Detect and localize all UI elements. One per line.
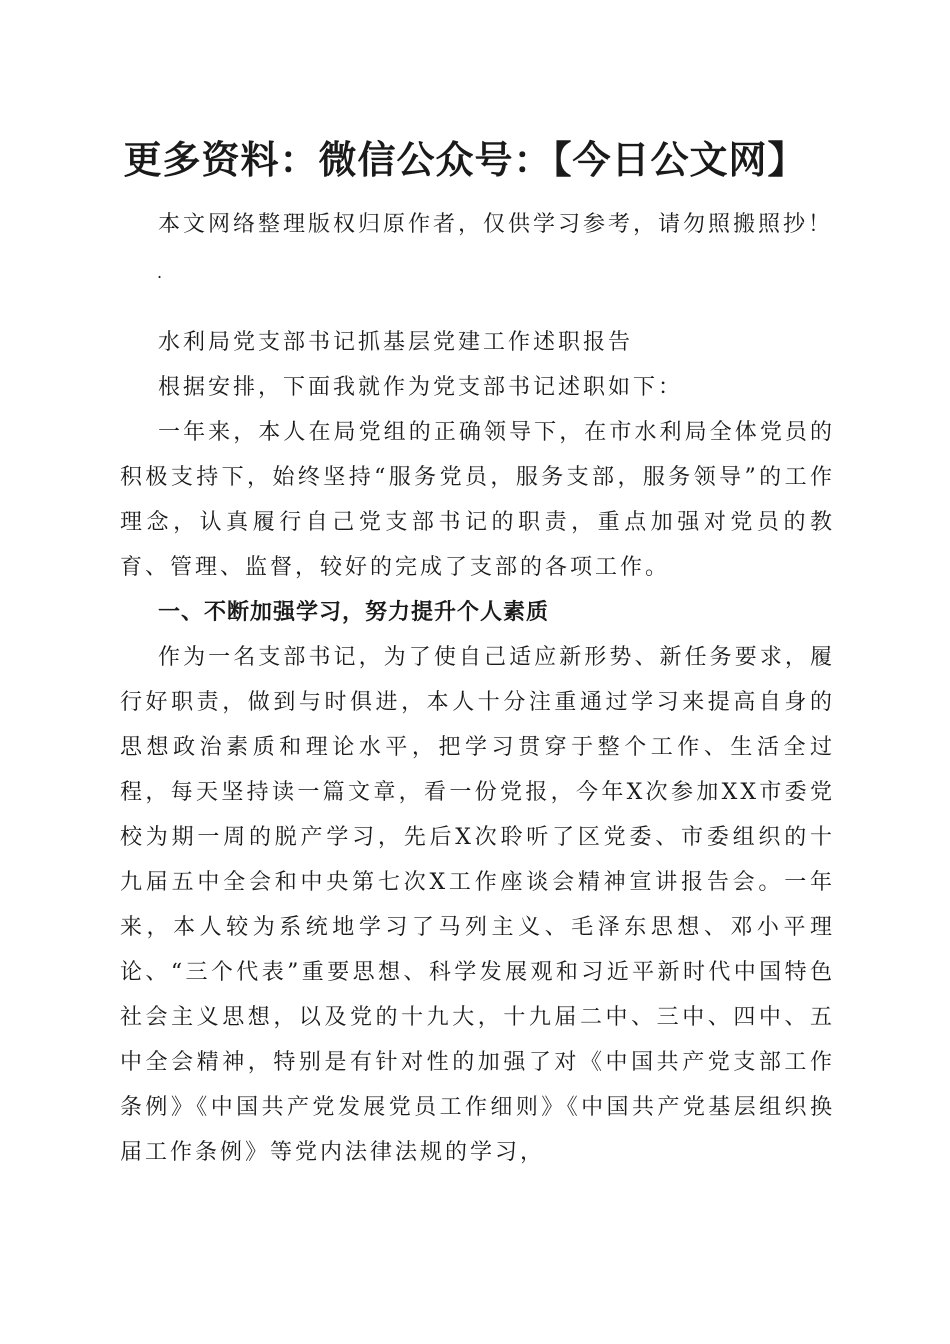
copyright-notice-text: 本文网络整理版权归原作者，仅供学习参考，请勿照搬照抄！ (158, 212, 834, 237)
paragraph-overview: 一年来，本人在局党组的正确领导下，在市水利局全体党员的积极支持下，始终坚持“服务党员，服务支部，服务领导”的工作理念，认真履行自己党支部书记的职责，重点加强对党员的教育、管理、监督，较好的完成了支部的各项工作。 (120, 420, 835, 580)
document-title: 水利局党支部书记抓基层党建工作述职报告 (158, 330, 634, 355)
promo-header-title: 更多资料：微信公众号：【今日公文网】 (123, 137, 807, 182)
copyright-notice (120, 202, 835, 247)
notice-marker: . (157, 263, 163, 282)
document-body (120, 320, 835, 1175)
section-paragraph: 作为一名支部书记，为了使自己适应新形势、新任务要求，履行好职责，做到与时俱进，本人十分注重通过学习来提高自身的思想政治素质和理论水平，把学习贯穿于整个工作、生活全过程，每天坚持读一篇文章，看一份党报，今年X次参加XX市委党校为期一周的脱产学习，先后X次聆听了区党委、市委组织的十九届五中全会和中央第七次X工作座谈会精神宣讲报告会。一年来，本人较为系统地学习了马列主义、毛泽东思想、邓小平理论、“三个代表”重要思想、科学发展观和习近平新时代中国特色社会主义思想，以及党的十九大，十九届二中、三中、四中、五中全会精神，特别是有针对性的加强了对《中国共产党支部工作条例》《中国共产党发展党员工作细则》《中国共产党基层组织换届工作条例》等党内法律法规的学习， (120, 645, 835, 1165)
section-heading: 一、不断加强学习，努力提升个人素质 (158, 600, 550, 625)
intro-paragraph: 根据安排，下面我就作为党支部书记述职如下： (158, 375, 684, 400)
